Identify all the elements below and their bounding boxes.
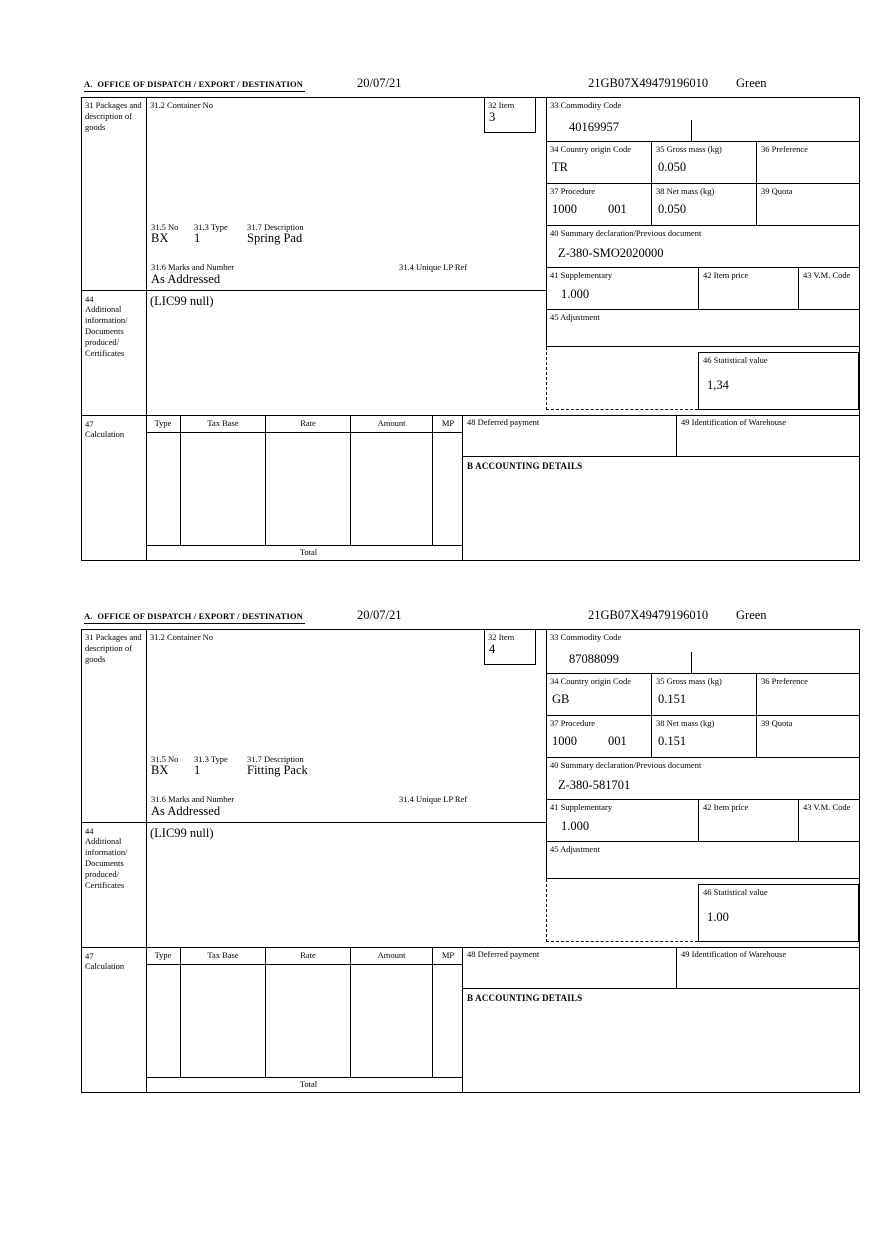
box46-statistical-value	[698, 352, 859, 410]
office-of-dispatch-heading: A. OFFICE OF DISPATCH / EXPORT / DESTINATION	[84, 611, 305, 624]
box33-label: 33 Commodity Code	[550, 632, 622, 642]
divider	[146, 432, 462, 433]
box38-label: 38 Net mass (kg)	[656, 186, 715, 196]
routing-indicator: Green	[736, 76, 767, 90]
box31-6-label: 31.6 Marks and Number	[151, 262, 235, 272]
box34-label: 34 Country origin Code	[550, 676, 631, 686]
box31-6-label: 31.6 Marks and Number	[151, 794, 235, 804]
box37-label: 37 Procedure	[550, 718, 596, 728]
calc-column-type: Type	[146, 947, 181, 1077]
box31-7-label: 31.7 Description	[247, 222, 304, 232]
procedure-additional-value: 001	[608, 734, 627, 748]
box40-label: 40 Summary declaration/Previous document	[550, 760, 702, 770]
box31-5-label: 31.5 No	[151, 754, 179, 764]
gross-mass-value: 0.151	[658, 692, 687, 706]
box36-preference	[756, 674, 859, 715]
procedure-value: 1000	[552, 202, 577, 216]
box44-label: Additional information/ Documents produced/ Certificates	[85, 836, 128, 891]
package-kind-value: BX	[151, 231, 169, 245]
box37-label: 37 Procedure	[550, 186, 596, 196]
box33-commodity-code	[546, 98, 859, 142]
row-34-35-36	[546, 674, 859, 716]
box35-gross-mass	[651, 674, 756, 715]
marks-value: As Addressed	[151, 272, 221, 286]
box31-2-container-label: 31.2 Container No	[150, 100, 214, 110]
box48-deferred-payment	[463, 947, 676, 988]
calc-column-tax-base: Tax Base	[181, 415, 266, 545]
total-label: Total	[299, 1079, 318, 1089]
commodity-code-value: 40169957	[569, 120, 619, 134]
box45-adjustment	[546, 842, 859, 879]
box39-label: 39 Quota	[761, 718, 793, 728]
goods-description-value: Fitting Pack	[247, 763, 308, 777]
item-number-value: 4	[489, 642, 496, 656]
box42-label: 42 Item price	[703, 270, 749, 280]
box45-adjustment	[546, 310, 859, 347]
accounting-details-label: B ACCOUNTING DETAILS	[467, 461, 583, 471]
box35-label: 35 Gross mass (kg)	[656, 676, 722, 686]
calc-column-type: Type	[146, 415, 181, 545]
divider	[546, 941, 698, 942]
box31-label: 31 Packages and description of goods	[85, 100, 142, 133]
divider	[691, 120, 692, 141]
box31-3-label: 31.3 Type	[194, 222, 228, 232]
dispatch-date: 20/07/21	[357, 76, 402, 90]
procedure-value: 1000	[552, 734, 577, 748]
row-48-49	[463, 947, 859, 989]
divider	[546, 409, 698, 410]
box40-summary-declaration	[546, 226, 859, 268]
statistical-value: 1,34	[707, 378, 729, 392]
box49-label: 49 Identification of Warehouse	[681, 417, 787, 427]
box47-label: Calculation	[85, 429, 125, 439]
box43-vm-code	[798, 268, 859, 309]
divider	[146, 964, 462, 965]
net-mass-value: 0.050	[658, 202, 687, 216]
additional-info-value: (LIC99 null)	[150, 826, 214, 840]
box43-label: 43 V.M. Code	[803, 270, 851, 280]
divider	[82, 822, 546, 823]
box33-commodity-code	[546, 630, 859, 674]
box32-item	[484, 98, 536, 133]
box34-label: 34 Country origin Code	[550, 144, 631, 154]
box31-3-label: 31.3 Type	[194, 754, 228, 764]
country-origin-value: GB	[552, 692, 570, 706]
box34-country-origin	[546, 674, 651, 715]
row-37-38-39	[546, 716, 859, 758]
routing-indicator: Green	[736, 608, 767, 622]
gross-mass-value: 0.050	[658, 160, 687, 174]
box33-label: 33 Commodity Code	[550, 100, 622, 110]
divider	[146, 1077, 462, 1078]
box31-4-label: 31.4 Unique LP Ref	[399, 794, 468, 804]
movement-reference-number: 21GB07X49479196010	[588, 608, 709, 622]
previous-document-value: Z-380-581701	[558, 778, 631, 792]
box35-gross-mass	[651, 142, 756, 183]
divider	[82, 290, 546, 291]
accounting-details-label: B ACCOUNTING DETAILS	[467, 993, 583, 1003]
box31-7-label: 31.7 Description	[247, 754, 304, 764]
calc-column-tax-base: Tax Base	[181, 947, 266, 1077]
supplementary-value: 1.000	[561, 819, 590, 833]
row-41-42-43	[546, 268, 859, 310]
box41-label: 41 Supplementary	[550, 270, 613, 280]
box41-supplementary	[546, 800, 698, 841]
box38-net-mass	[651, 184, 756, 225]
movement-reference-number: 21GB07X49479196010	[588, 76, 709, 90]
procedure-additional-value: 001	[608, 202, 627, 216]
box38-net-mass	[651, 716, 756, 757]
calc-column-amount: Amount	[351, 415, 433, 545]
calc-column-rate: Rate	[266, 947, 351, 1077]
box43-vm-code	[798, 800, 859, 841]
box39-quota	[756, 184, 859, 225]
declaration-item-section	[81, 608, 860, 1116]
total-label: Total	[299, 547, 318, 557]
box47-number: 47	[85, 419, 94, 429]
calculation-table	[146, 415, 463, 560]
box31-2-container-label: 31.2 Container No	[150, 632, 214, 642]
row-34-35-36	[546, 142, 859, 184]
box46-label: 46 Statistical value	[703, 355, 768, 365]
box32-label: 32 Item	[488, 100, 515, 110]
box39-label: 39 Quota	[761, 186, 793, 196]
box49-label: 49 Identification of Warehouse	[681, 949, 787, 959]
box43-label: 43 V.M. Code	[803, 802, 851, 812]
goods-description-value: Spring Pad	[247, 231, 303, 245]
additional-info-value: (LIC99 null)	[150, 294, 214, 308]
box39-quota	[756, 716, 859, 757]
declaration-item-section	[81, 76, 860, 584]
box41-supplementary	[546, 268, 698, 309]
box45-label: 45 Adjustment	[550, 312, 600, 322]
package-kind-value: BX	[151, 763, 169, 777]
calc-column-mp: MP	[441, 418, 455, 428]
box42-item-price	[698, 800, 798, 841]
right-boxes-region	[546, 630, 859, 947]
supplementary-value: 1.000	[561, 287, 590, 301]
package-type-value: 1	[194, 763, 201, 777]
box35-label: 35 Gross mass (kg)	[656, 144, 722, 154]
box42-item-price	[698, 268, 798, 309]
box44-label: Additional information/ Documents produced/ Certificates	[85, 304, 128, 359]
dispatch-date: 20/07/21	[357, 608, 402, 622]
divider	[691, 652, 692, 673]
box32-item	[484, 630, 536, 665]
package-type-value: 1	[194, 231, 201, 245]
box36-label: 36 Preference	[761, 676, 808, 686]
box37-procedure	[546, 716, 651, 757]
right-boxes-region	[546, 98, 859, 415]
box44-number: 44	[85, 294, 94, 304]
box32-label: 32 Item	[488, 632, 515, 642]
box37-procedure	[546, 184, 651, 225]
box48-label: 48 Deferred payment	[467, 417, 540, 427]
box44-number: 44	[85, 826, 94, 836]
box41-label: 41 Supplementary	[550, 802, 613, 812]
marks-value: As Addressed	[151, 804, 221, 818]
calculation-table	[146, 947, 463, 1092]
box36-preference	[756, 142, 859, 183]
box47-label: Calculation	[85, 961, 125, 971]
row-48-49	[463, 415, 859, 457]
commodity-code-value: 87088099	[569, 652, 619, 666]
box42-label: 42 Item price	[703, 802, 749, 812]
calc-column-mp: MP	[441, 950, 455, 960]
previous-document-value: Z-380-SMO2020000	[558, 246, 664, 260]
box48-deferred-payment	[463, 415, 676, 456]
box36-label: 36 Preference	[761, 144, 808, 154]
box46-label: 46 Statistical value	[703, 887, 768, 897]
box40-label: 40 Summary declaration/Previous document	[550, 228, 702, 238]
statistical-value: 1.00	[707, 910, 729, 924]
box46-statistical-value	[698, 884, 859, 942]
box48-label: 48 Deferred payment	[467, 949, 540, 959]
box49-warehouse	[676, 947, 859, 988]
divider	[146, 545, 462, 546]
box45-label: 45 Adjustment	[550, 844, 600, 854]
row-41-42-43	[546, 800, 859, 842]
office-of-dispatch-heading: A. OFFICE OF DISPATCH / EXPORT / DESTINATION	[84, 79, 305, 92]
calc-column-rate: Rate	[266, 415, 351, 545]
net-mass-value: 0.151	[658, 734, 687, 748]
box40-summary-declaration	[546, 758, 859, 800]
box31-5-label: 31.5 No	[151, 222, 179, 232]
box47-number: 47	[85, 951, 94, 961]
box31-4-label: 31.4 Unique LP Ref	[399, 262, 468, 272]
calc-column-amount: Amount	[351, 947, 433, 1077]
row-37-38-39	[546, 184, 859, 226]
item-form-box	[81, 97, 860, 561]
box31-label: 31 Packages and description of goods	[85, 632, 142, 665]
box34-country-origin	[546, 142, 651, 183]
box49-warehouse	[676, 415, 859, 456]
item-form-box	[81, 629, 860, 1093]
country-origin-value: TR	[552, 160, 568, 174]
item-number-value: 3	[489, 110, 496, 124]
box38-label: 38 Net mass (kg)	[656, 718, 715, 728]
